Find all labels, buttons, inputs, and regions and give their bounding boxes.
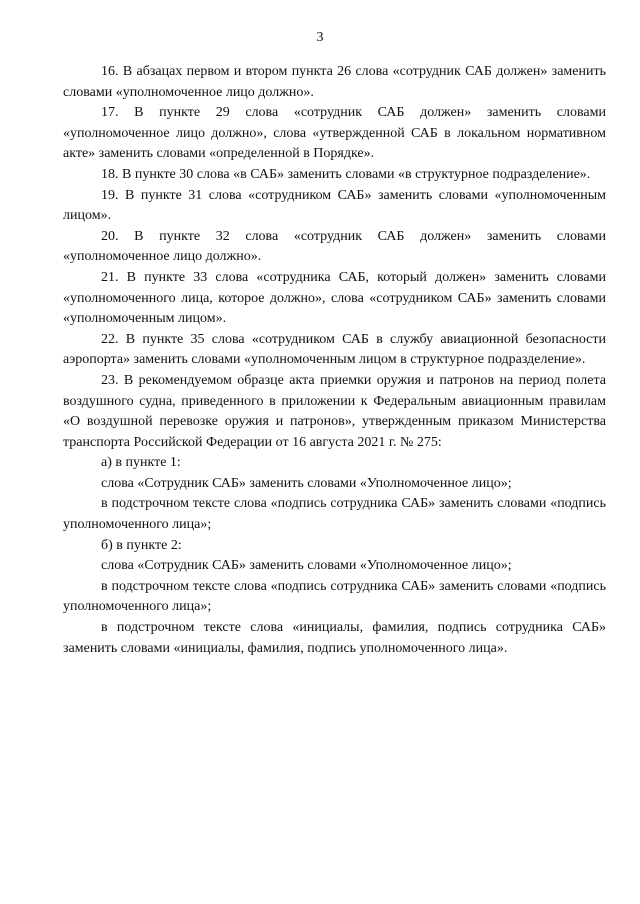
subitem-a-line-1: слова «Сотрудник САБ» заменить словами «Уполномоченное лицо»; bbox=[101, 475, 512, 491]
paragraph-17: 17. В пункте 29 слова «сотрудник САБ должен» заменить словами «уполномоченное лицо должно», слова «утвержденной САБ в локальном нормативном акте» заменить словами «определенной в Порядке». bbox=[63, 105, 606, 162]
paragraph-23: 23. В рекомендуемом образце акта приемки оружия и патронов на период полета воздушного судна, приведенного в приложении к Федеральным авиационным правилам «О воздушной перевозке оружия и патронов», утвержденным приказом Министерства транспорта Российской Федерации от 16 августа 2021 г. № 275: bbox=[63, 372, 606, 450]
subitem-b-line-3: в подстрочном тексте слова «инициалы, фамилия, подпись сотрудника САБ» заменить словами «инициалы, фамилия, подпись уполномоченного лица». bbox=[63, 620, 606, 656]
subitem-a-heading: а) в пункте 1: bbox=[101, 455, 181, 471]
paragraph-18: 18. В пункте 30 слова «в САБ» заменить словами «в структурное подразделение». bbox=[101, 166, 591, 182]
paragraph-22: 22. В пункте 35 слова «сотрудником САБ в службу авиационной безопасности аэропорта» заменить словами «уполномоченным лицом в структурное подразделение». bbox=[63, 331, 606, 368]
subitem-b-line-1: слова «Сотрудник САБ» заменить словами «Уполномоченное лицо»; bbox=[101, 558, 512, 574]
document-body bbox=[63, 62, 606, 659]
paragraph-16: 16. В абзацах первом и втором пункта 26 слова «сотрудник САБ должен» заменить словами «уполномоченное лицо должно». bbox=[63, 64, 606, 100]
paragraph-19: 19. В пункте 31 слова «сотрудником САБ» заменить словами «уполномоченным лицом». bbox=[63, 187, 606, 224]
paragraph-20: 20. В пункте 32 слова «сотрудник САБ должен» заменить словами «уполномоченное лицо должно». bbox=[63, 228, 606, 265]
paragraph-21: 21. В пункте 33 слова «сотрудника САБ, который должен» заменить словами «уполномоченного лица, которое должно», слова «сотрудником САБ» заменить словами «уполномоченным лицом». bbox=[63, 269, 606, 327]
page-number: 3 bbox=[316, 30, 324, 45]
subitem-b-heading: б) в пункте 2: bbox=[101, 537, 182, 553]
subitem-b-line-2: в подстрочном тексте слова «подпись сотрудника САБ» заменить словами «подпись уполномоченного лица»; bbox=[63, 578, 606, 615]
subitem-a-line-2: в подстрочном тексте слова «подпись сотрудника САБ» заменить словами «подпись уполномоченного лица»; bbox=[63, 496, 606, 533]
